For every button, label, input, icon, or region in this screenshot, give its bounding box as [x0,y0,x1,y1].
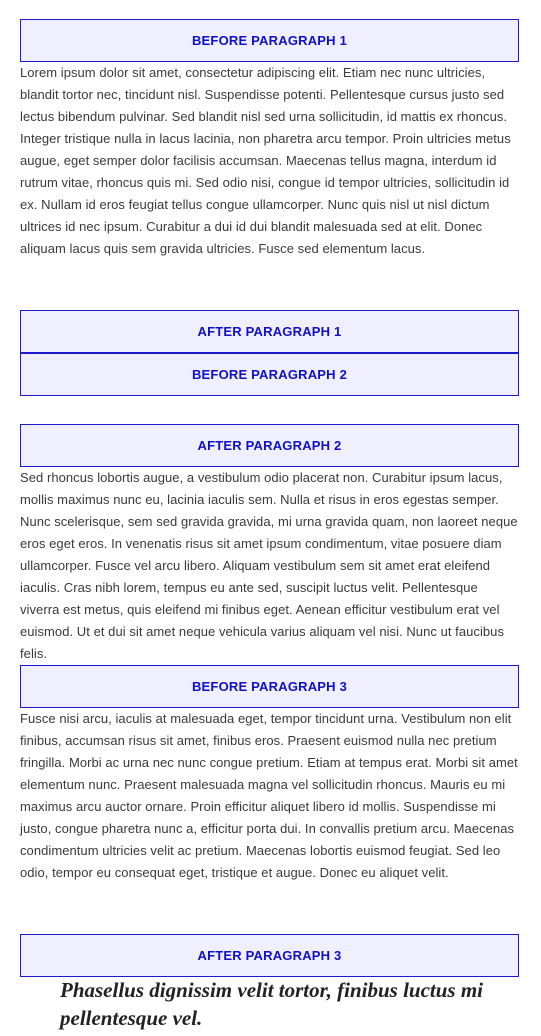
after-paragraph-1-box [20,310,519,353]
before-paragraph-2-box [20,353,519,396]
before-paragraph-3-label: BEFORE PARAGRAPH 3 [191,679,348,694]
before-paragraph-1-box [20,19,519,62]
paragraph-3: Fusce nisi arcu, iaculis at malesuada eget, tempor tincidunt urna. Vestibulum non elit finibus, accumsan risus sit amet, finibus eros. Praesent euismod nulla nec pretium fringilla. Morbi ac urna nec nunc congue pretium. Etiam at tempus erat. Morbi sit amet elementum nunc. Praesent malesuada magna vel sollicitudin rhoncus. Mauris eu mi maximus arcu auctor ornare. Proin efficitur aliquet libero id mollis. Suspendisse mi justo, congue pharetra nunc a, efficitur porta dui. In convallis pretium arcu. Maecenas condimentum ultricies velit ac pretium. Maecenas lobortis euismod feugiat. Sed leo odio, tempor eu consequat eget, tristique et augue. Donec eu aliquet velit. [20,711,518,880]
paragraph-1: Lorem ipsum dolor sit amet, consectetur adipiscing elit. Etiam nec nunc ultricies, blandit tortor nec, tincidunt nisl. Suspendisse potenti. Pellentesque cursus justo sed lectus bibendum pulvinar. Sed blandit nisl sed urna sollicitudin, id mattis ex rhoncus. Integer tristique nulla in lacus lacinia, non pharetra arcu tempor. Proin ultricies metus augue, eget semper dolor facilisis accumsan. Maecenas tellus magna, interdum id rutrum vitae, rhoncus quis mi. Sed odio nisi, congue id tempor ultricies, sollicitudin id ex. Nullam id eros feugiat tellus congue ullamcorper. Nunc quis nisl ut nisl dictum ultrices id nec ipsum. Curabitur a dui id dui blandit malesuada sed at elit. Donec aliquam lacus quis sem gravida ultricies. Fusce sed elementum lacus. [20,65,511,256]
before-paragraph-2-label: BEFORE PARAGRAPH 2 [191,367,348,382]
after-paragraph-3-box [20,934,519,977]
after-paragraph-2-box [20,424,519,467]
after-paragraph-2-label: AFTER PARAGRAPH 2 [197,438,342,453]
after-paragraph-3-label: AFTER PARAGRAPH 3 [197,948,342,963]
before-paragraph-1-label: BEFORE PARAGRAPH 1 [191,33,348,48]
pull-quote: Phasellus dignissim velit tortor, finibus luctus mi pellentesque vel. [60,978,484,1030]
after-paragraph-1-label: AFTER PARAGRAPH 1 [197,324,342,339]
paragraph-2: Sed rhoncus lobortis augue, a vestibulum odio placerat non. Curabitur ipsum lacus, mollis maximus nunc eu, lacinia iaculis sem. Nulla et risus in eros egestas semper. Nunc scelerisque, sem sed gravida gravida, mi urna gravida quam, non laoreet neque eros eget eros. In venenatis risus sit amet ipsum condimentum, vitae posuere diam ullamcorper. Fusce vel arcu libero. Aliquam vestibulum sem sit amet erat eleifend iaculis. Cras nibh lorem, tempus eu ante sed, suscipit luctus velit. Pellentesque viverra est metus, quis eleifend mi finibus eget. Aenean efficitur vestibulum erat vel euismod. Ut et dui sit amet neque vehicula varius aliquam vel nisi. Nunc ut faucibus felis. [20,470,518,661]
before-paragraph-3-box [20,665,519,708]
